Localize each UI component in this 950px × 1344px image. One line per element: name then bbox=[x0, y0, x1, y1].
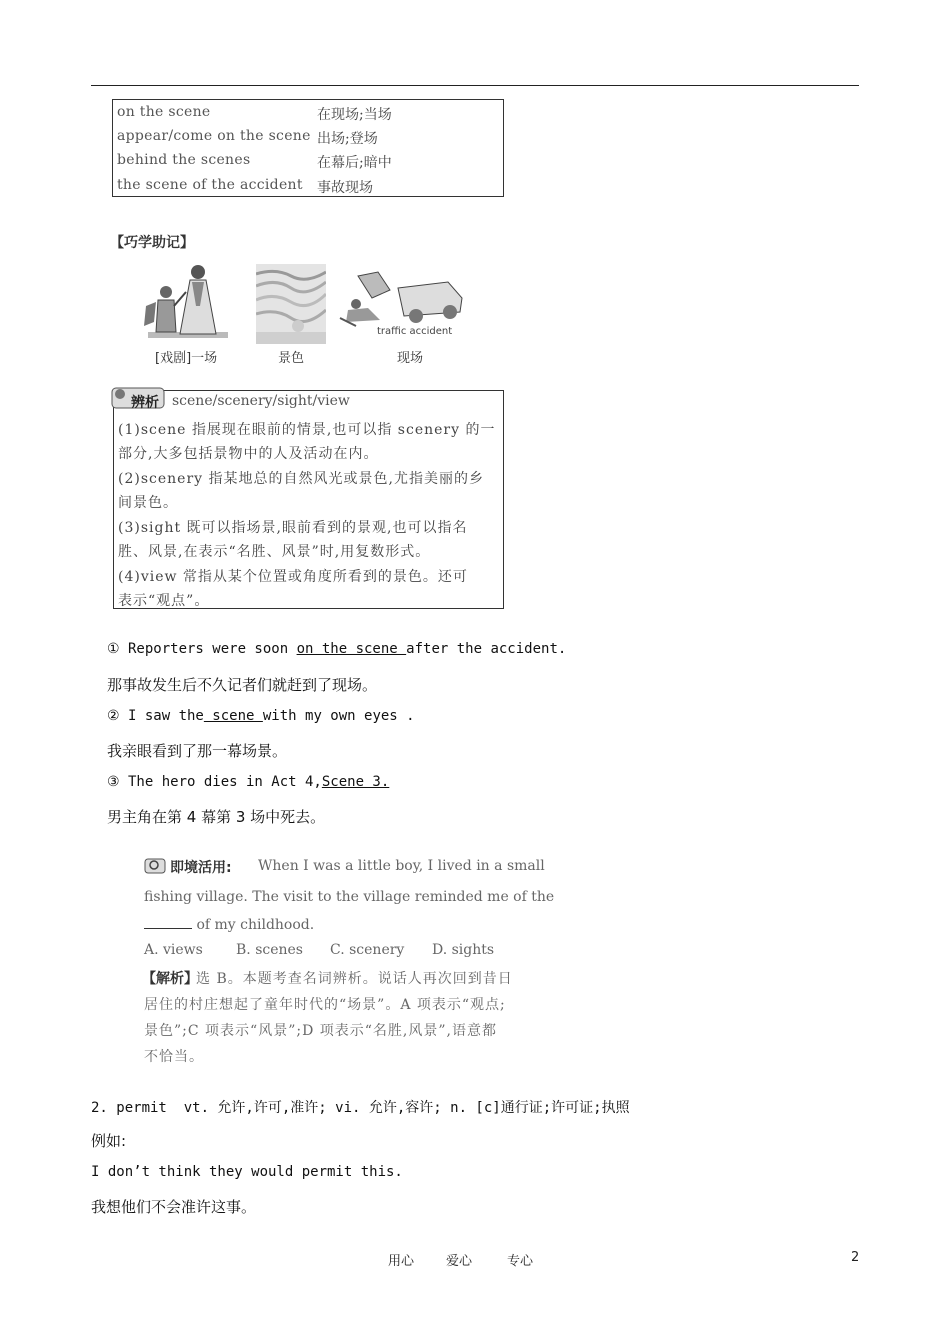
example-pre: Reporters were soon bbox=[119, 641, 297, 657]
answer-tag: 【解析】 bbox=[142, 971, 198, 987]
practice-question-line: fishing village. The visit to the village reminded me of the bbox=[144, 889, 555, 905]
header-rule bbox=[91, 85, 859, 86]
option-c: C. scenery bbox=[330, 942, 405, 958]
footer-motto-2: 爱心 bbox=[446, 1254, 473, 1269]
phrase-en: appear/come on the scene bbox=[117, 128, 311, 144]
example-underlined: Scene 3. bbox=[321, 774, 390, 790]
phrase-zh: 事故现场 bbox=[317, 180, 373, 196]
phrase-en: the scene of the accident bbox=[117, 177, 303, 193]
example-post: with my own eyes . bbox=[262, 708, 415, 724]
practice-question-line: When I was a little boy, I lived in a small bbox=[258, 858, 545, 874]
phrase-zh: 在现场;当场 bbox=[317, 107, 392, 123]
analysis-line: 表示“观点”。 bbox=[118, 593, 210, 609]
answer-line: 选 B。本题考查名词辨析。说话人再次回到昔日 bbox=[196, 971, 513, 987]
example-translation: 那事故发生后不久记者们就赶到了现场。 bbox=[107, 676, 378, 694]
phrase-zh: 出场;登场 bbox=[317, 131, 378, 147]
analysis-line: 间景色。 bbox=[118, 495, 178, 511]
option-a: A. views bbox=[144, 942, 203, 958]
example-sentence bbox=[107, 774, 389, 790]
practice-tag: 即境活用: bbox=[170, 860, 232, 876]
analysis-heading: scene/scenery/sight/view bbox=[172, 393, 350, 409]
example-sentence bbox=[107, 641, 566, 657]
example-sentence bbox=[107, 708, 415, 724]
footer-motto-1: 用心 bbox=[388, 1254, 415, 1269]
practice-question-line bbox=[144, 916, 314, 933]
phrase-en: behind the scenes bbox=[117, 152, 251, 168]
scenery-illustration bbox=[256, 264, 326, 344]
analysis-line: 部分,大多包括景物中的人及活动在内。 bbox=[118, 446, 379, 462]
phrase-en: on the scene bbox=[117, 104, 211, 120]
page-number: 2 bbox=[851, 1250, 860, 1265]
caption-stage-scene: [戏剧]一场 bbox=[155, 351, 218, 366]
analysis-line: (1)scene 指展现在眼前的情景,也可以指 scenery 的一 bbox=[118, 422, 496, 438]
stage-scene-illustration bbox=[140, 262, 236, 344]
option-b: B. scenes bbox=[236, 942, 303, 958]
example-underlined: on the scene bbox=[296, 641, 407, 657]
magnifier-icon bbox=[144, 855, 168, 875]
example-number: ① bbox=[107, 641, 120, 657]
example-number: ② bbox=[107, 708, 120, 724]
analysis-line: (4)view 常指从某个位置或角度所看到的景色。还可 bbox=[118, 569, 468, 585]
answer-blank bbox=[144, 916, 192, 929]
traffic-accident-illustration bbox=[338, 268, 470, 334]
example-translation: 男主角在第 4 幕第 3 场中死去。 bbox=[107, 808, 326, 826]
caption-scenery: 景色 bbox=[278, 351, 305, 366]
option-d: D. sights bbox=[432, 942, 495, 958]
practice-question-tail: of my childhood. bbox=[192, 917, 315, 933]
footer-motto-3: 专心 bbox=[507, 1254, 534, 1269]
example-translation: 我亲眼看到了那一幕场景。 bbox=[107, 742, 288, 760]
phrase-table bbox=[112, 99, 504, 197]
memory-title: 【巧学助记】 bbox=[110, 235, 194, 251]
answer-line: 景色”;C 项表示“风景”;D 项表示“名胜,风景”,语意都 bbox=[144, 1023, 497, 1039]
phrase-row bbox=[117, 149, 501, 173]
analysis-line: 胜、风景,在表示“名胜、风景”时,用复数形式。 bbox=[118, 544, 431, 560]
analysis-line: (2)scenery 指某地总的自然风光或景色,尤指美丽的乡 bbox=[118, 471, 484, 487]
example-number: ③ bbox=[107, 774, 120, 790]
permit-entry: 2. permit vt. 允许,许可,准许; vi. 允许,容许; n. [c]通行证;许可证;执照 bbox=[91, 1100, 630, 1116]
phrase-row bbox=[117, 101, 501, 125]
phrase-row bbox=[117, 174, 501, 198]
permit-example-sentence: I don’t think they would permit this. bbox=[91, 1164, 403, 1180]
caption-on-the-scene: 现场 bbox=[397, 351, 424, 366]
answer-line: 不恰当。 bbox=[144, 1049, 204, 1065]
phrase-row bbox=[117, 125, 501, 149]
example-label: 例如: bbox=[91, 1132, 127, 1150]
permit-example-translation: 我想他们不会准许这事。 bbox=[91, 1198, 257, 1216]
phrase-zh: 在幕后;暗中 bbox=[317, 155, 392, 171]
example-underlined: scene bbox=[203, 708, 263, 724]
traffic-accident-label: traffic accident bbox=[377, 326, 453, 337]
answer-line: 居住的村庄想起了童年时代的“场景”。A 项表示“观点; bbox=[144, 997, 506, 1013]
practice-block bbox=[140, 853, 555, 1071]
analysis-tag: 辨析 bbox=[131, 395, 159, 411]
example-pre: I saw the bbox=[119, 708, 204, 724]
example-post: after the accident. bbox=[406, 641, 567, 657]
analysis-line: (3)sight 既可以指场景,眼前看到的景观,也可以指名 bbox=[118, 520, 468, 536]
example-pre: The hero dies in Act 4, bbox=[119, 774, 322, 790]
